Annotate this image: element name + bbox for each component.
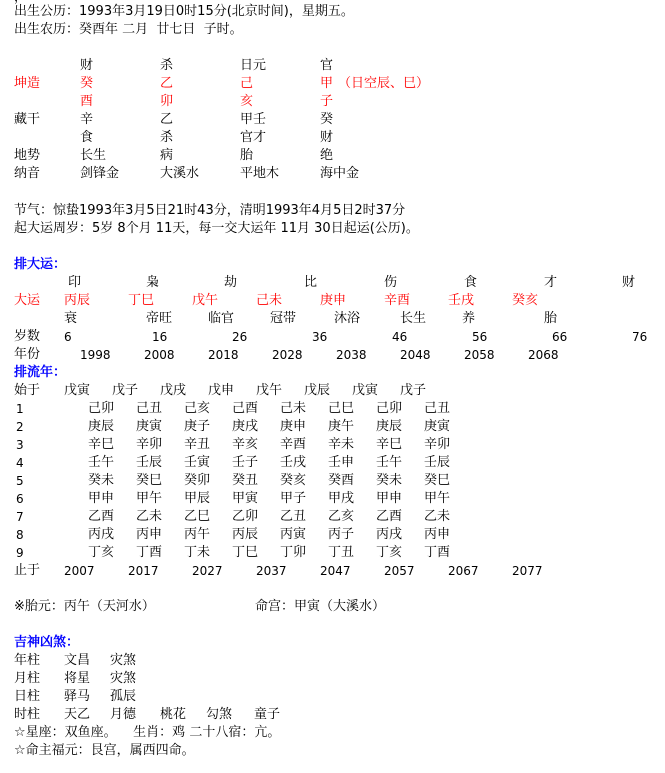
liunian-cell: 乙卯 xyxy=(232,509,259,524)
liunian-start: 戊戌 xyxy=(160,383,187,398)
dayun-year: 2038 xyxy=(336,348,367,362)
liunian-cell: 丁亥 xyxy=(88,545,115,560)
liunian-cell: 乙酉 xyxy=(88,509,115,524)
liunian-cell: 辛卯 xyxy=(424,437,451,452)
liunian-cell: 丙午 xyxy=(184,527,211,542)
dayun-god: 财 xyxy=(622,275,636,290)
liunian-cell: 甲子 xyxy=(280,491,307,506)
pillar-ten-god: 官 xyxy=(320,58,334,73)
liunian-cell: 庚寅 xyxy=(424,419,451,434)
label-nayin: 纳音 xyxy=(14,166,41,181)
liunian-cell: 甲午 xyxy=(424,491,451,506)
liunian-cell: 丁酉 xyxy=(424,545,451,560)
liunian-cell: 庚寅 xyxy=(136,419,163,434)
liunian-cell: 丁未 xyxy=(184,545,211,560)
dayun-age: 56 xyxy=(472,330,488,344)
shensha-item: 童子 xyxy=(254,707,281,722)
liunian-cell: 癸巳 xyxy=(424,473,451,488)
dayun-year-label: 年份 xyxy=(14,347,41,362)
liunian-end: 2077 xyxy=(512,564,543,578)
dayun-year: 1998 xyxy=(80,348,111,362)
dayun-age: 36 xyxy=(312,330,328,344)
pillar-dishi: 病 xyxy=(160,148,174,163)
dayun-pillar: 庚申 xyxy=(320,293,347,308)
dayun-pillar: 辛酉 xyxy=(384,293,411,308)
shensha-label: 月柱 xyxy=(14,671,41,686)
liunian-end: 2027 xyxy=(192,564,223,578)
label-canggan: 藏干 xyxy=(14,112,41,127)
liunian-cell: 丙寅 xyxy=(280,527,307,542)
mingzhu-line: ☆命主福元：艮宫，属西四命。 xyxy=(14,743,195,758)
liunian-cell: 庚辰 xyxy=(88,419,115,434)
pillar-stem: 己 xyxy=(240,76,254,91)
liunian-cell: 甲寅 xyxy=(232,491,259,506)
dayun-year: 2058 xyxy=(464,348,495,362)
minggong: 命宫：甲寅（大溪水） xyxy=(255,599,386,614)
shensha-item: 文昌 xyxy=(64,653,91,668)
liunian-cell: 丙辰 xyxy=(232,527,259,542)
pillar-branch: 子 xyxy=(320,94,334,109)
pillar-branch: 卯 xyxy=(160,94,174,109)
liunian-cell: 壬午 xyxy=(88,455,115,470)
shensha-item: 孤辰 xyxy=(110,689,137,704)
liunian-row-number: 9 xyxy=(16,546,24,560)
liunian-start: 戊午 xyxy=(256,383,283,398)
pillar-branch: 亥 xyxy=(240,94,254,109)
liunian-start-label: 始于 xyxy=(14,383,41,398)
pillar-nayin: 剑锋金 xyxy=(80,166,120,181)
shensha-title: 吉神凶煞： xyxy=(14,635,80,650)
dayun-god: 食 xyxy=(464,275,478,290)
liunian-cell: 癸未 xyxy=(376,473,403,488)
dayun-god: 才 xyxy=(544,275,558,290)
qiyun-line: 起大运周岁：5岁 8个月 11天，每一交大运年 11月 30日起运(公历)。 xyxy=(14,221,419,236)
dayun-dishi: 帝旺 xyxy=(146,311,173,326)
shensha-item: 灾煞 xyxy=(110,671,137,686)
liunian-cell: 己丑 xyxy=(136,401,163,416)
liunian-cell: 甲申 xyxy=(88,491,115,506)
liunian-cell: 癸巳 xyxy=(136,473,163,488)
hidden-stem: 乙 xyxy=(160,112,174,127)
dayun-dishi: 长生 xyxy=(400,311,427,326)
dayun-dishi: 衰 xyxy=(64,311,78,326)
dayun-dishi: 胎 xyxy=(544,311,558,326)
liunian-cell: 辛卯 xyxy=(136,437,163,452)
liunian-cell: 丁酉 xyxy=(136,545,163,560)
liunian-cell: 庚戌 xyxy=(232,419,259,434)
dayun-dishi: 临官 xyxy=(208,311,235,326)
liunian-start: 戊申 xyxy=(208,383,235,398)
liunian-cell: 壬辰 xyxy=(424,455,451,470)
shensha-label: 时柱 xyxy=(14,707,41,722)
liunian-end: 2017 xyxy=(128,564,159,578)
shensha-label: 年柱 xyxy=(14,653,41,668)
liunian-cell: 癸未 xyxy=(88,473,115,488)
liunian-end: 2057 xyxy=(384,564,415,578)
dayun-title: 排大运： xyxy=(14,257,67,272)
liunian-cell: 己酉 xyxy=(232,401,259,416)
dayun-year: 2068 xyxy=(528,348,559,362)
liunian-cell: 乙亥 xyxy=(328,509,355,524)
shensha-item: 月德 xyxy=(110,707,137,722)
dayun-age: 16 xyxy=(152,330,168,344)
pillar-ten-god: 杀 xyxy=(160,58,174,73)
liunian-cell: 乙未 xyxy=(424,509,451,524)
liunian-cell: 乙丑 xyxy=(280,509,307,524)
liunian-cell: 癸酉 xyxy=(328,473,355,488)
liunian-cell: 辛巳 xyxy=(88,437,115,452)
liunian-cell: 己未 xyxy=(280,401,307,416)
dayun-dishi: 沐浴 xyxy=(334,311,361,326)
liunian-cell: 乙巳 xyxy=(184,509,211,524)
liunian-cell: 丙申 xyxy=(136,527,163,542)
dayun-age: 46 xyxy=(392,330,408,344)
pillar-stem: 乙 xyxy=(160,76,174,91)
liunian-cell: 辛亥 xyxy=(232,437,259,452)
dayun-age-label: 岁数 xyxy=(14,329,41,344)
pillar-nayin: 平地木 xyxy=(240,166,280,181)
dayun-god: 伤 xyxy=(384,275,398,290)
pillar-stem: 甲 xyxy=(320,76,334,91)
hidden-god: 财 xyxy=(320,130,334,145)
dayun-age: 6 xyxy=(64,330,72,344)
liunian-cell: 丁丑 xyxy=(328,545,355,560)
hidden-stem: 甲壬 xyxy=(240,112,267,127)
liunian-end-label: 止于 xyxy=(14,563,41,578)
shensha-item: 驿马 xyxy=(64,689,91,704)
dayun-god: 比 xyxy=(304,275,318,290)
shensha-item: 勾煞 xyxy=(206,707,233,722)
pillar-dishi: 绝 xyxy=(320,148,334,163)
liunian-row-number: 8 xyxy=(16,528,24,542)
liunian-row-number: 4 xyxy=(16,456,24,470)
pillar-nayin: 大溪水 xyxy=(160,166,200,181)
pillar-branch: 酉 xyxy=(80,94,94,109)
liunian-title: 排流年： xyxy=(14,365,67,380)
liunian-cell: 丙戌 xyxy=(376,527,403,542)
liunian-cell: 己卯 xyxy=(88,401,115,416)
shensha-label: 日柱 xyxy=(14,689,41,704)
liunian-cell: 辛丑 xyxy=(184,437,211,452)
pillar-ten-god: 日元 xyxy=(240,58,267,73)
liunian-start: 戊子 xyxy=(112,383,139,398)
dayun-year: 2008 xyxy=(144,348,175,362)
liunian-cell: 丁巳 xyxy=(232,545,259,560)
liunian-row-number: 3 xyxy=(16,438,24,452)
dayun-pillar: 丙辰 xyxy=(64,293,91,308)
hidden-stem: 癸 xyxy=(320,112,334,127)
liunian-row-number: 2 xyxy=(16,420,24,434)
dayun-pillar: 丁巳 xyxy=(128,293,155,308)
liunian-cell: 壬子 xyxy=(232,455,259,470)
dayun-age: 66 xyxy=(552,330,568,344)
liunian-row-number: 1 xyxy=(16,402,24,416)
liunian-cell: 壬戌 xyxy=(280,455,307,470)
liunian-row-number: 5 xyxy=(16,474,24,488)
liunian-cell: 壬申 xyxy=(328,455,355,470)
liunian-cell: 己卯 xyxy=(376,401,403,416)
liunian-cell: 壬辰 xyxy=(136,455,163,470)
liunian-row-number: 7 xyxy=(16,510,24,524)
liunian-end: 2067 xyxy=(448,564,479,578)
liunian-cell: 癸丑 xyxy=(232,473,259,488)
dayun-dishi: 冠带 xyxy=(270,311,297,326)
dayun-god: 印 xyxy=(68,275,82,290)
liunian-row-number: 6 xyxy=(16,492,24,506)
liunian-cell: 乙酉 xyxy=(376,509,403,524)
hidden-god: 官才 xyxy=(240,130,267,145)
liunian-cell: 庚申 xyxy=(280,419,307,434)
liunian-cell: 丙子 xyxy=(328,527,355,542)
shensha-item: 桃花 xyxy=(160,707,187,722)
dayun-year: 2028 xyxy=(272,348,303,362)
liunian-cell: 癸亥 xyxy=(280,473,307,488)
pillar-stem: 癸 xyxy=(80,76,94,91)
birth-solar: 出生公历：1993年3月19日0时15分(北京时间)，星期五。 xyxy=(14,4,354,19)
liunian-cell: 辛未 xyxy=(328,437,355,452)
liunian-cell: 丁亥 xyxy=(376,545,403,560)
liunian-start: 戊辰 xyxy=(304,383,331,398)
dayun-pillar: 癸亥 xyxy=(512,293,539,308)
hidden-stem: 辛 xyxy=(80,112,94,127)
liunian-end: 2047 xyxy=(320,564,351,578)
stems-note: （日空辰、巳） xyxy=(338,76,430,91)
dayun-age: 26 xyxy=(232,330,248,344)
pillar-nayin: 海中金 xyxy=(320,166,360,181)
liunian-cell: 丁卯 xyxy=(280,545,307,560)
pillar-ten-god: 财 xyxy=(80,58,94,73)
liunian-start: 戊子 xyxy=(400,383,427,398)
liunian-cell: 庚午 xyxy=(328,419,355,434)
liunian-cell: 乙未 xyxy=(136,509,163,524)
dayun-age: 76 xyxy=(632,330,648,344)
liunian-cell: 癸卯 xyxy=(184,473,211,488)
dayun-year: 2018 xyxy=(208,348,239,362)
liunian-cell: 壬寅 xyxy=(184,455,211,470)
liunian-cell: 庚辰 xyxy=(376,419,403,434)
shensha-item: 将星 xyxy=(64,671,91,686)
pillar-dishi: 胎 xyxy=(240,148,254,163)
liunian-cell: 壬午 xyxy=(376,455,403,470)
dayun-god: 劫 xyxy=(224,275,238,290)
shensha-item: 灾煞 xyxy=(110,653,137,668)
dayun-dishi: 养 xyxy=(462,311,476,326)
dayun-god: 枭 xyxy=(146,275,160,290)
pillar-dishi: 长生 xyxy=(80,148,107,163)
liunian-cell: 辛酉 xyxy=(280,437,307,452)
liunian-cell: 甲辰 xyxy=(184,491,211,506)
liunian-cell: 辛巳 xyxy=(376,437,403,452)
liunian-cell: 庚子 xyxy=(184,419,211,434)
liunian-start: 戊寅 xyxy=(352,383,379,398)
liunian-cell: 丙戌 xyxy=(88,527,115,542)
label-dishi: 地势 xyxy=(14,148,41,163)
liunian-end: 2037 xyxy=(256,564,287,578)
liunian-cell: 甲午 xyxy=(136,491,163,506)
shensha-item: 天乙 xyxy=(64,707,91,722)
hidden-god: 食 xyxy=(80,130,94,145)
label-kunzao: 坤造 xyxy=(14,76,41,91)
liunian-cell: 己丑 xyxy=(424,401,451,416)
liunian-cell: 甲戌 xyxy=(328,491,355,506)
liunian-cell: 己巳 xyxy=(328,401,355,416)
liunian-start: 戊寅 xyxy=(64,383,91,398)
dayun-pillar: 戊午 xyxy=(192,293,219,308)
birth-lunar: 出生农历：癸酉年 二月 廿七日 子时。 xyxy=(14,22,243,37)
hidden-god: 杀 xyxy=(160,130,174,145)
liunian-cell: 己亥 xyxy=(184,401,211,416)
dayun-pillar: 己未 xyxy=(256,293,283,308)
liunian-cell: 甲申 xyxy=(376,491,403,506)
dayun-label: 大运 xyxy=(14,293,41,308)
dayun-year: 2048 xyxy=(400,348,431,362)
star-line: ☆星座：双鱼座。 生肖：鸡 二十八宿：亢。 xyxy=(14,725,281,740)
jieqi-line: 节气：惊蛰1993年3月5日21时43分，清明1993年4月5日2时37分 xyxy=(14,203,406,218)
liunian-end: 2007 xyxy=(64,564,95,578)
dayun-pillar: 壬戌 xyxy=(448,293,475,308)
taiyuan: ※胎元：丙午（天河水） xyxy=(14,599,155,614)
liunian-cell: 丙申 xyxy=(424,527,451,542)
